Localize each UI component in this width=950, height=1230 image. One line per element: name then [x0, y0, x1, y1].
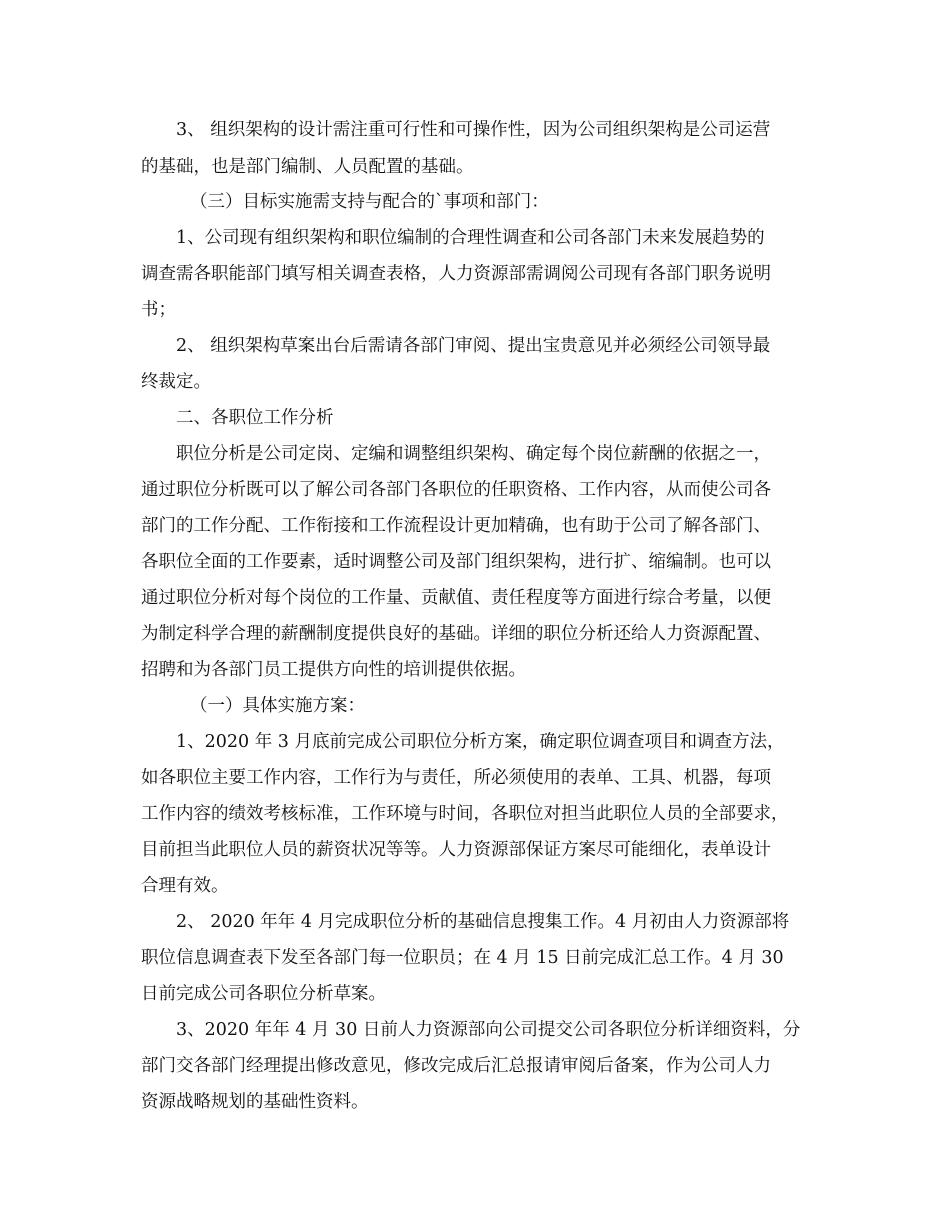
- section-heading: 二、各职位工作分析: [176, 408, 334, 428]
- paragraph-line: 2、 2020 年年 4 月完成职位分析的基础信息搜集工作。4 月初由人力资源部将: [176, 912, 790, 932]
- paragraph-line: 2、 组织架构草案出台后需请各部门审阅、提出宝贵意见并必须经公司领导最: [176, 336, 771, 356]
- paragraph-line: 职位信息调查表下发至各部门每一位职员；在 4 月 15 日前完成汇总工作。4 月 30: [141, 948, 784, 968]
- paragraph-line: 职位分析是公司定岗、定编和调整组织架构、确定每个岗位薪酬的依据之一，: [176, 444, 771, 464]
- paragraph-line: 3、 组织架构的设计需注重可行性和可操作性，因为公司组织架构是公司运营: [176, 120, 771, 140]
- paragraph-line: 各职位全面的工作要素，适时调整公司及部门组织架构，进行扩、缩编制。也可以: [141, 552, 771, 572]
- paragraph-line: 资源战略规划的基础性资料。: [141, 1092, 369, 1112]
- paragraph-line: 如各职位主要工作内容，工作行为与责任，所必须使用的表单、工具、机器，每项: [141, 768, 771, 788]
- paragraph-line: 日前完成公司各职位分析草案。: [141, 984, 386, 1004]
- paragraph-line: 1、2020 年 3 月底前完成公司职位分析方案，确定职位调查项目和调查方法，: [176, 732, 785, 752]
- paragraph-line: 合理有效。: [141, 876, 229, 896]
- paragraph-line: 招聘和为各部门员工提供方向性的培训提供依据。: [141, 660, 526, 680]
- paragraph-line: 调查需各职能部门填写相关调查表格，人力资源部需调阅公司现有各部门职务说明: [141, 264, 771, 284]
- paragraph-line: 部门的工作分配、工作衔接和工作流程设计更加精确，也有助于公司了解各部门、: [141, 516, 771, 536]
- paragraph-line: 为制定科学合理的薪酬制度提供良好的基础。详细的职位分析还给人力资源配置、: [141, 624, 771, 644]
- paragraph-line: 通过职位分析对每个岗位的工作量、贡献值、责任程度等方面进行综合考量，以便: [141, 588, 771, 608]
- paragraph-line: 终裁定。: [141, 372, 211, 392]
- section-heading: （三）目标实施需支持与配合的`事项和部门：: [190, 192, 549, 212]
- paragraph-line: 目前担当此职位人员的薪资状况等等。人力资源部保证方案尽可能细化，表单设计: [141, 840, 771, 860]
- paragraph-line: 3、2020 年年 4 月 30 日前人力资源部向公司提交公司各职位分析详细资料，分: [176, 1020, 801, 1040]
- paragraph-line: 通过职位分析既可以了解公司各部门各职位的任职资格、工作内容，从而使公司各: [141, 480, 771, 500]
- paragraph-line: 工作内容的绩效考核标准，工作环境与时间，各职位对担当此职位人员的全部要求，: [141, 804, 789, 824]
- paragraph-line: 书；: [141, 300, 176, 320]
- paragraph-line: 的基础，也是部门编制、人员配置的基础。: [141, 157, 474, 177]
- paragraph-line: 1、公司现有组织架构和职位编制的合理性调查和公司各部门未来发展趋势的: [176, 228, 765, 248]
- paragraph-line: 部门交各部门经理提出修改意见，修改完成后汇总报请审阅后备案，作为公司人力: [141, 1056, 771, 1076]
- section-heading: （一）具体实施方案：: [190, 696, 365, 716]
